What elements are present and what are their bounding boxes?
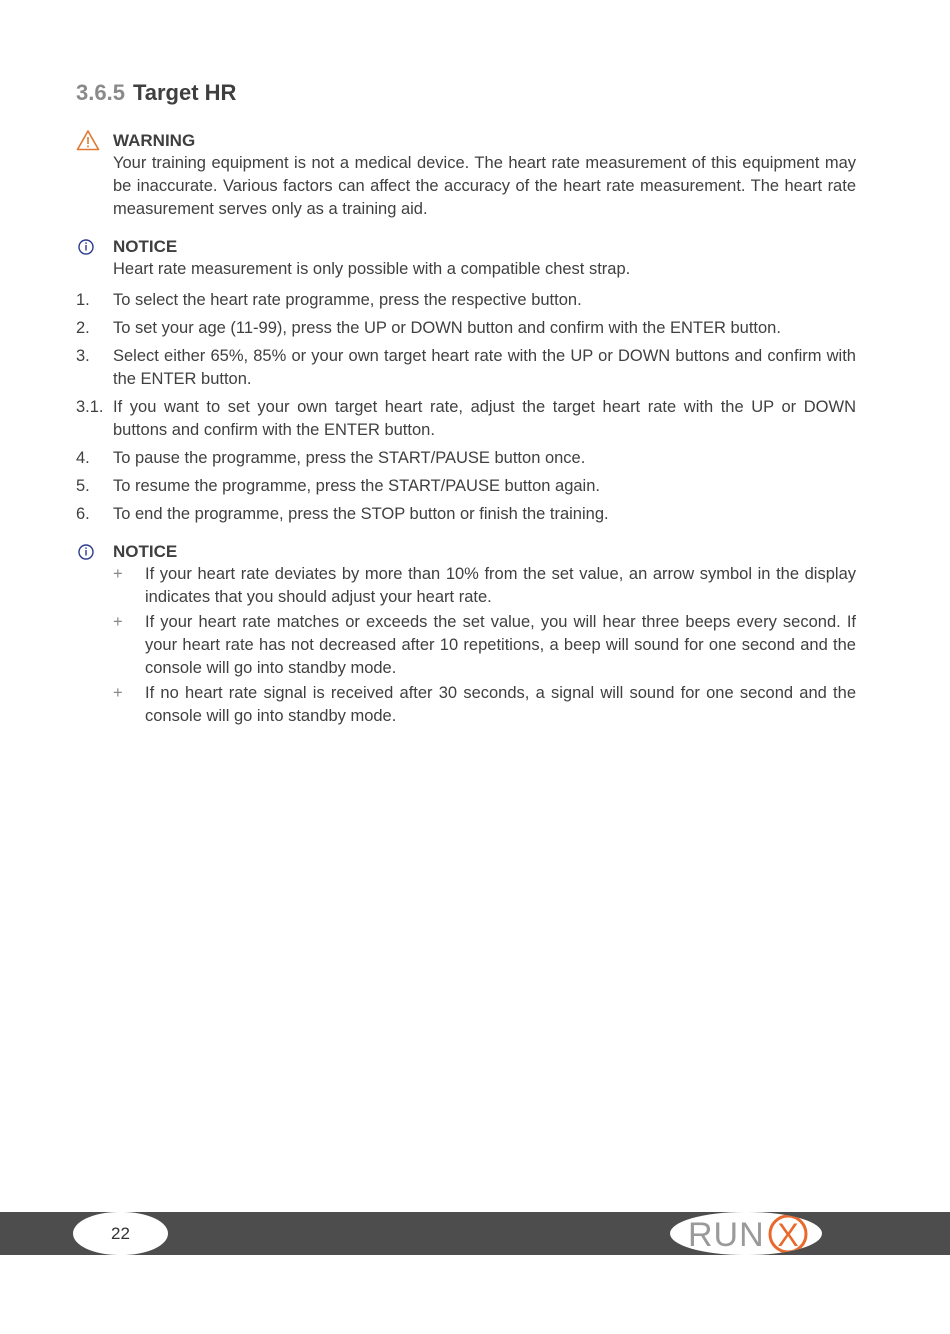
step-number: 5. <box>76 477 90 495</box>
plus-bullet-icon: + <box>113 565 123 583</box>
step-number: 2. <box>76 319 90 337</box>
steps-list <box>76 289 856 526</box>
bullet-text: If your heart rate deviates by more than 10% from the set value, an arrow symbol in the display indicates that you should adjust your heart rate. <box>145 565 856 606</box>
page-number: 22 <box>73 1212 168 1255</box>
step-number: 1. <box>76 291 90 309</box>
bullet-item <box>113 682 856 728</box>
step-item <box>76 317 856 340</box>
bullet-text: If no heart rate signal is received after 30 seconds, a signal will sound for one second and the console will go into standby mode. <box>145 684 856 725</box>
bullet-text: If your heart rate matches or exceeds the set value, you will hear three beeps every second. If your heart rate has not decreased after 10 repetitions, a beep will sound for one second and the console will go into standby mode. <box>145 613 856 677</box>
section-number: 3.6.5 <box>76 80 125 105</box>
brand-logo <box>670 1212 822 1255</box>
section-heading <box>76 80 236 106</box>
step-text: To pause the programme, press the START/PAUSE button once. <box>113 449 586 467</box>
runx-logo-icon <box>670 1212 822 1255</box>
step-number: 6. <box>76 505 90 523</box>
plus-bullet-icon: + <box>113 613 123 631</box>
step-number: 4. <box>76 449 90 467</box>
bullet-item <box>113 563 856 609</box>
step-item <box>76 447 856 470</box>
notice-callout-1 <box>76 235 856 281</box>
step-item <box>76 475 856 498</box>
info-icon <box>76 235 100 257</box>
step-item <box>76 396 856 442</box>
warning-text: Your training equipment is not a medical device. The heart rate measurement of this equipment may be inaccurate. Various factors can affect the accuracy of the heart rate measurement. The heart rate measurement serves only as a training aid. <box>113 154 856 218</box>
step-text: To end the programme, press the STOP button or finish the training. <box>113 505 609 523</box>
plus-bullet-icon: + <box>113 684 123 702</box>
section-title: Target HR <box>132 80 237 105</box>
step-text: To set your age (11-99), press the UP or DOWN button and confirm with the ENTER button. <box>113 319 781 337</box>
step-number: 3. <box>76 347 90 365</box>
step-item <box>76 503 856 526</box>
notice-bullet-list <box>113 563 856 728</box>
warning-title: WARNING <box>113 131 196 150</box>
step-item <box>76 289 856 312</box>
logo-text: RUN <box>688 1216 765 1254</box>
notice-title: NOTICE <box>113 542 178 561</box>
bullet-item <box>113 611 856 680</box>
step-item <box>76 345 856 391</box>
step-number: 3.1. <box>76 398 104 416</box>
warning-callout <box>76 129 856 221</box>
steps-list-container <box>76 289 856 531</box>
notice-title: NOTICE <box>113 237 178 256</box>
notice-callout-2 <box>76 540 856 730</box>
step-text: Select either 65%, 85% or your own target heart rate with the UP or DOWN buttons and confirm with the ENTER button. <box>113 347 856 388</box>
info-icon <box>76 540 100 562</box>
step-text: To select the heart rate programme, press the respective button. <box>113 291 582 309</box>
step-text: If you want to set your own target heart rate, adjust the target heart rate with the UP or DOWN buttons and confirm with the ENTER button. <box>113 398 856 439</box>
warning-triangle-icon <box>76 129 100 151</box>
notice-text: Heart rate measurement is only possible with a compatible chest strap. <box>113 260 631 278</box>
step-text: To resume the programme, press the START/PAUSE button again. <box>113 477 600 495</box>
logo-mark: X <box>777 1217 799 1253</box>
